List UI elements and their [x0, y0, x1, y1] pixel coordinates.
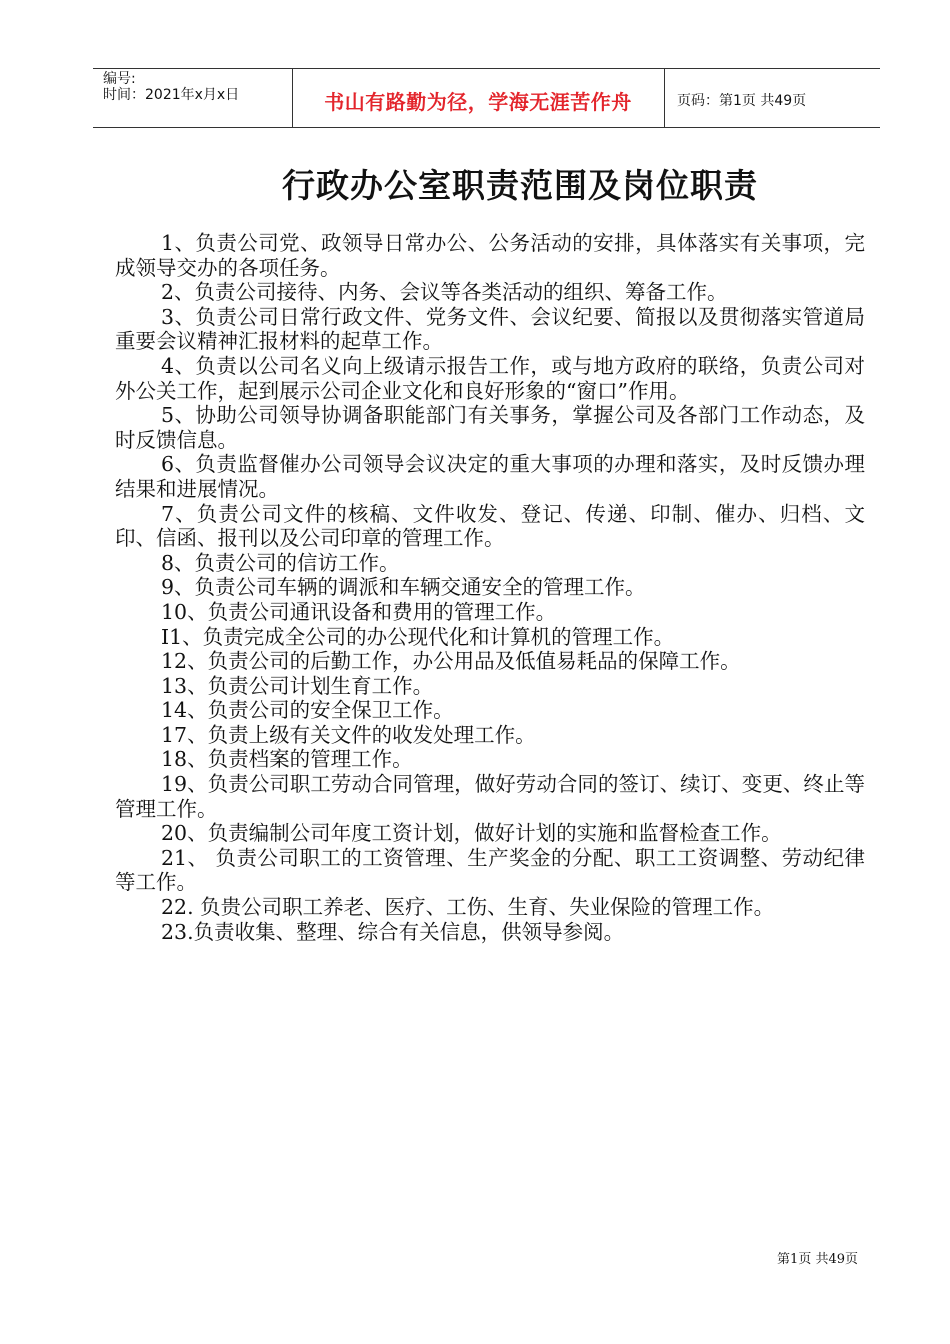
- footer-page-code: 第1页 共49页: [777, 1252, 858, 1267]
- header-motto: 书山有路勤为径，学海无涯苦作舟: [324, 90, 632, 114]
- duty-paragraph: 17、负责上级有关文件的收发处理工作。: [161, 722, 536, 747]
- duty-paragraph: 8、负责公司的信访工作。: [161, 550, 400, 575]
- duty-paragraph: 1、负责公司党、政领导日常办公、公务活动的安排，具体落实有关事项，完成领导交办的各项任务。: [115, 231, 865, 280]
- duty-paragraph: 19、负责公司职工劳动合同管理，做好劳动合同的签订、续订、变更、终止等管理工作。: [115, 772, 865, 821]
- duty-paragraph: 6、负责监督催办公司领导会议决定的重大事项的办理和落实，及时反馈办理结果和进展情况。: [115, 452, 865, 501]
- duty-paragraph: 22. 负贵公司职工养老、医疗、工伤、生育、失业保险的管理工作。: [161, 895, 775, 920]
- duty-paragraph: 5、协助公司领导协调备职能部门有关事务，掌握公司及各部门工作动态，及时反馈信息。: [115, 403, 865, 452]
- duty-paragraph: 2、负责公司接待、内务、会议等各类活动的组织、筹备工作。: [161, 280, 728, 305]
- document-title: 行政办公室职责范围及岗位职责: [282, 166, 758, 205]
- duty-paragraph: 18、负责档案的管理工作。: [161, 747, 413, 772]
- duty-paragraph: 21、 负责公司职工的工资管理、生产奖金的分配、职工工资调整、劳动纪律等工作。: [115, 845, 865, 895]
- duty-paragraph: 7、负责公司文件的核稿、文件收发、登记、传递、印制、催办、归档、文印、信函、报刊以及公司印章的管理工作。: [115, 501, 865, 551]
- header-meta: [103, 71, 239, 103]
- duty-paragraph: 13、负责公司计划生育工作。: [161, 673, 434, 698]
- header-page-code: 页码：第1页 共49页: [677, 93, 807, 109]
- document-header: [93, 68, 880, 128]
- document-body: [115, 231, 865, 944]
- duty-paragraph: 4、负责以公司名义向上级请示报告工作，或与地方政府的联络，负责公司对外公关工作，起到展示公司企业文化和良好形象的“窗口”作用。: [115, 353, 865, 403]
- document-time-label: 时间：2021年x月x日: [103, 87, 240, 103]
- duty-paragraph: 3、负责公司日常行政文件、党务文件、会议纪要、简报以及贯彻落实管道局重要会议精神汇报材料的起草工作。: [115, 304, 865, 354]
- duty-paragraph: 12、负责公司的后勤工作，办公用品及低值易耗品的保障工作。: [161, 649, 741, 674]
- header-divider: [664, 69, 665, 127]
- duty-paragraph: 23.负责收集、整理、综合有关信息，供领导参阅。: [161, 919, 625, 944]
- duty-paragraph: 14、负责公司的安全保卫工作。: [161, 698, 454, 723]
- duty-paragraph: 20、负责编制公司年度工资计划，做好计划的实施和监督检查工作。: [161, 821, 782, 846]
- duty-paragraph: I1、负责完成全公司的办公现代化和计算机的管理工作。: [161, 624, 675, 649]
- duty-paragraph: 10、负责公司通讯设备和费用的管理工作。: [161, 599, 557, 624]
- document-number-label: 编号:: [103, 71, 136, 87]
- duty-paragraph: 9、负责公司车辆的调派和车辆交通安全的管理工作。: [161, 575, 646, 600]
